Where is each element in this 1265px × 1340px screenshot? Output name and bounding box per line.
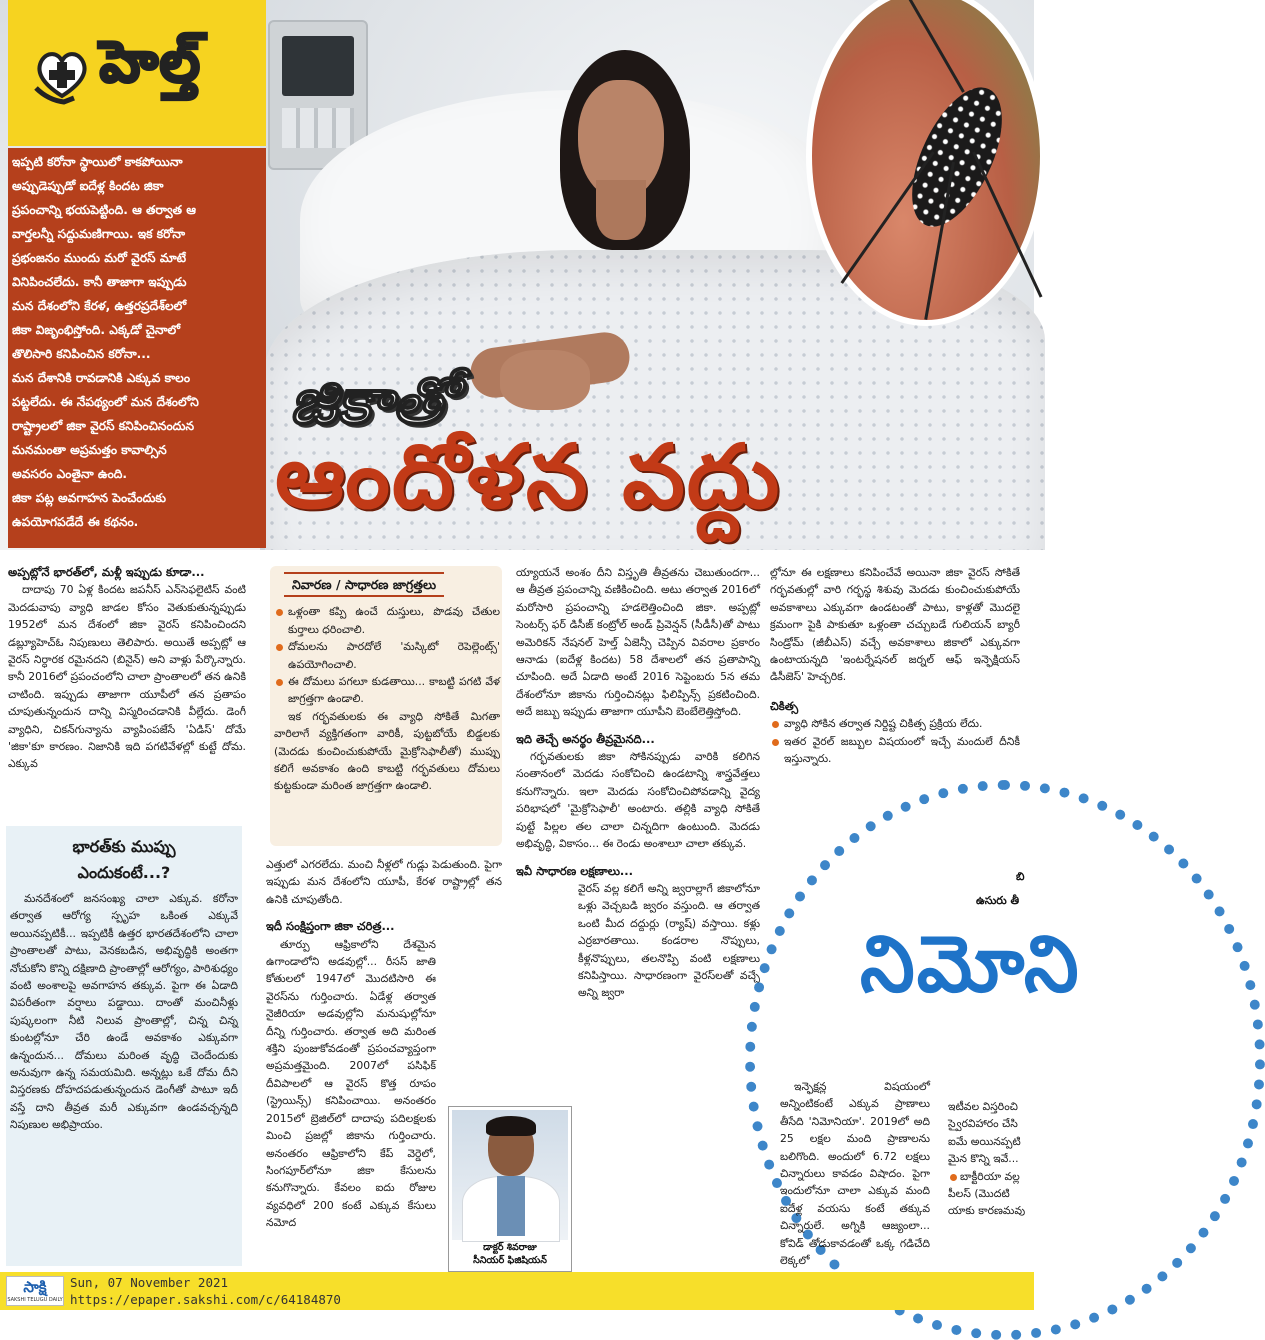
prevention-title: నివారణ / సాధారణ జాగ్రత్తలు bbox=[284, 572, 444, 597]
paragraph: ఇన్ఫెక్షన్ల విషయంలో అన్నింటికంటే ఎక్కువ ప్రాణాలు తీసేది 'నిమోనియా'. 2019లో అది 25 లక్షల మంది ప్రాణాలను బలిగొంది. అందులో 6.72 లక్షలు చిన్నారులు కావడం విషాదం. పైగా ఇందులోనూ చాలా ఎక్కువ మంది ఐదేళ్ల వయసు కంటే తక్కువ చిన్నారులే. అగ్నికి ఆజ్యంలా... కోవిడ్ తోడుకావడంతో ఒక్క గడిచేది లెక్కలో bbox=[780, 1080, 930, 1268]
paragraph: మనదేశంలో జనసంఖ్య చాలా ఎక్కువ. కరోనా తర్వాత ఆరోగ్య స్పృహ ఒకింత ఎక్కువే అయినప్పటికీ... ఇప్పటికీ ఉత్తర భారతదేశంలోని చాలా ప్రాంతాలతో పాటు, వెనకబడిన, అభివృద్ధికి అంతగా నోచుకోని కొన్ని దక్షిణాది ప్రాంతాల్లో ఆరోగ్యం, పారిశుధ్యం వంటి అంశాలపై అవగాహన తక్కువ. పైగా ఈ ఏడాది విపరీతంగా వర్షాలు పడ్డాయి. దాంతో మంచినీళ్లు పుష్కలంగా నీటి నిలువ ప్రాంతాల్లో, చిన్న చిన్న కుంటల్లోనూ చేరి ఉండే అవకాశం ఎక్కువగా ఉన్నందున... దోమలు మరింత వృద్ధి చెందేందుకు అనువుగా ఉన్న సమయమిది. అన్నట్లు ఒకే దోమ దీని విస్తరణకు దోహదపడుతున్నందున డెంగీతో పాటూ ఇదీ వస్తే దాని తీవ్రత మరీ ఎక్కువగా ఉండవచ్చన్నది నిపుణుల అభిప్రాయం. bbox=[10, 892, 238, 1132]
intro-line: తొలిసారి కనిపించిన కరోనా... bbox=[12, 347, 151, 361]
headline-line2: ఆందోళన వద్దు bbox=[275, 425, 782, 528]
bullet-item: ఈ దోమలు పగలూ కుడతాయి... కాబట్టి పగటి వేళ జాగ్రత్తగా ఉండాలి. bbox=[274, 673, 500, 708]
footer-info bbox=[70, 1274, 341, 1308]
intro-line: రాష్ట్రాలలో జికా వైరస్ కనిపించినందున bbox=[12, 419, 195, 433]
text-line: ఐమే అయినప్పటి bbox=[948, 1134, 1021, 1148]
section-label: హెల్త్ bbox=[100, 30, 202, 95]
risk-box-title-line2: ఎందుకంటే...? bbox=[77, 863, 171, 882]
intro-line: ఇప్పటి కరోనా స్థాయిలో కాకపోయినా bbox=[12, 155, 183, 169]
sakshi-logo-sub: SAKSHI TELUGU DAILY bbox=[7, 1297, 63, 1303]
headline-line1: జికాతో bbox=[290, 365, 455, 439]
intro-line: పట్టలేదు. ఈ నేపథ్యంలో మన దేశంలోని bbox=[12, 395, 199, 409]
intro-line: వార్తలన్నీ సద్దుమణిగాయి. ఇక కరోనా bbox=[12, 227, 186, 241]
intro-line: వినిపించలేదు. కానీ తాజాగా ఇప్పుడు bbox=[12, 275, 187, 289]
section-logo bbox=[8, 0, 266, 146]
subhead: చికిత్స bbox=[770, 698, 799, 713]
paragraph: య్యాయనే అంశం దీని విస్తృతి తీవ్రతను చెబుతుందగా... ఆ తీవ్రత ప్రపంచాన్ని వణికించింది. అటు తర్వాత 2016లో మరోసారి ప్రపంచాన్ని హడలెత్తించింది జికా. అప్పట్లో సెంటర్స్ ఫర్ డిసీజ్ కంట్రోల్ అండ్ ప్రివెన్షన్ (సీడీసీ)తో పాటు అమెరికన్ నేషనల్ హెల్త్ ఏజెన్సీ చెప్పిన వివరాల ప్రకారం ఆనాడు (ఐదేళ్ల కిందట) 58 దేశాలలో తన ప్రతాపాన్ని చూపింది. అదే ఏడాది అంటే 2016 సెప్టెంబరు 5న తమ దేశంలోనూ జికాను గుర్తించినట్లు ఫిలిప్పిన్స్ ప్రకటించింది. అదే జబ్బు ఇప్పుడు తాజాగా యూపీని బెంబేలెత్తిస్తోంది. bbox=[516, 566, 760, 719]
intro-line: మన దేశానికి రావడానికి ఎక్కువ కాలం bbox=[12, 371, 190, 385]
column-3 bbox=[516, 564, 760, 1272]
text-line: పీలస్ (మొదటి bbox=[948, 1187, 1010, 1201]
doctor-name: డాక్టర్ శివరాజు bbox=[483, 1242, 537, 1253]
doctor-title: సీనియర్ ఫిజిషియన్ bbox=[473, 1255, 547, 1266]
intro-line: అవసరం ఎంతైనా ఉంది. bbox=[12, 467, 127, 481]
paragraph: దాదాపు 70 ఏళ్ల కిందట జపనీస్ ఎన్‌సెఫలైటిస్ వంటి మెదడువాపు వ్యాధి జాడల కోసం వెతుకుతున్నప్పుడు 1952లో మన దేశంలో జికా వైరస్ కనిపించిందని డబ్ల్యూహెచ్‌ఓ నిపుణులు తెలిపారు. అయితే అప్పట్లో ఆ వైరస్ నిర్ధారక రమైనదని (బినైన్) అని వాళ్లు పేర్కొన్నారు. కానీ 2016లో ప్రపంచంలోని చాలా ప్రాంతాలలో తన ఉనికి చాటింది. ఇప్పుడు తాజాగా యూపీలో తన ప్రతాపం చూపుతున్నందున దాన్ని విస్మరించడానికి వీల్లేదు. డెంగీ వ్యాధిని, చికన్‌గున్యాను వ్యాపింపజేసే 'ఏడిస్' దోమే 'జికా'కూ కారణం. నిజానికి ఇది పగటివేళల్లో కుట్టే దోమ. ఎక్కువ bbox=[8, 583, 246, 771]
bullet-item: దోమలను పారదోలే 'మస్కిటో రెపెల్లెంట్స్' ఉపయోగించాలి. bbox=[274, 638, 500, 673]
intro-line: ప్రపంచాన్ని భయపెట్టింది. ఆ తర్వాత ఆ bbox=[12, 203, 196, 217]
bullet-item: వ్యాధి సోకిన తర్వాత నిర్దిష్ట చికిత్స ప్రక్రియ లేదు. bbox=[770, 715, 1020, 732]
intro-line: అప్పుడెప్పుడో ఐదేళ్ల కిందట జికా bbox=[12, 179, 164, 193]
column-4 bbox=[770, 564, 1020, 864]
subhead: ఇదీ సంక్షిప్తంగా జికా చరిత్ర... bbox=[266, 919, 395, 934]
subhead: అప్పట్లోనే భారత్‌లో, మళ్లీ ఇప్పుడు కూడా... bbox=[8, 565, 205, 579]
prevention-box-content bbox=[274, 566, 500, 846]
subhead: ఇవీ సాధారణ లక్షణాలు... bbox=[516, 863, 634, 878]
paragraph: తూర్పు ఆఫ్రికాలోని దేశమైన ఉగాండాలోని అడవుల్లో... రీసస్ జాతి కోతులలో 1947లో మొదటిసారి ఈ వైరస్‌ను గుర్తించారు. ఏడేళ్ల తర్వాత నైజీరియా అడవుల్లోని మనుషుల్లోనూ దీన్ని గుర్తించారు. తర్వాత అది మరింత శక్తిని పుంజుకోవడంతో ప్రపంచవ్యాప్తంగా అప్రమత్తమైంది. 2007లో పసిఫిక్ దీవిపాలలో ఆ వైరస్ కొత్త రూపం (స్ట్రెయిన్స్) కనిపించాయి. అనంతరం 2015లో బ్రెజిల్‌లో దాదాపు పదిలక్షలకు మించి ప్రజల్లో జికాను గుర్తించారు. అనంతరం ఆఫ్రికాలోని కేప్ వెర్డెలో, సింగపూర్‌లోనూ జికా కేసులను కనుగొన్నారు. కేవలం ఐదు రోజుల వ్యవధిలో 200 కంటే ఎక్కువ కేసులు నమోద bbox=[266, 937, 436, 1230]
pneumonia-fragment: బి bbox=[1016, 870, 1025, 883]
health-heart-icon bbox=[30, 42, 94, 106]
text-line: ఇటీవల విస్తరించి bbox=[948, 1100, 1018, 1113]
pneumonia-text bbox=[780, 1078, 930, 1272]
intro-line: జికా విజృంభిస్తోంది. ఎక్కడో చైనాలో bbox=[12, 323, 181, 337]
intro-line: మన దేశంలోని కేరళ, ఉత్తరప్రదేశ్‌లలో bbox=[12, 299, 187, 313]
risk-box-title bbox=[10, 834, 238, 886]
sakshi-logo-text: సాక్షి bbox=[23, 1278, 47, 1296]
intro-line: జికా పట్ల అవగాహన పెంచేందుకు bbox=[12, 491, 166, 505]
intro-text bbox=[12, 150, 264, 534]
bullet-item: ఒళ్లంతా కప్పి ఉంచే దుస్తులు, పొడవు చేతుల కుర్తాలు ధరించాలి. bbox=[274, 603, 500, 638]
paragraph: ల్లోనూ ఈ లక్షణాలు కనిపించేవే అయినా జికా వైరస్ సోకితే గర్భవతుల్లో వారి గర్భస్థ శిశువు మెదడు కుంచించుకుపోయే అవకాశాలు ఎక్కువగా ఉండటంతో పాటు, కాళ్లతో మొదలై క్రమంగా పైకి పాకుతూ ఒళ్లంతా చచ్చుబడే గులియన్ బ్యారీ సిండ్రోమ్ (జీబీఎస్) వచ్చే అవకాశాలు జికాలో ఎక్కువగా ఉంటాయన్నది 'ఇంటర్నేషనల్ జర్నల్ ఆఫ్ ఇన్ఫెక్షియస్ డిసీజెస్' హెచ్చరిక. bbox=[770, 566, 1020, 684]
intro-line: మనమంతా అప్రమత్తం కావాల్సిన bbox=[12, 443, 167, 457]
pneumonia-right-column bbox=[948, 1098, 1034, 1272]
text-line: యాకు కారణమవు bbox=[948, 1204, 1026, 1218]
patient-neck bbox=[596, 180, 646, 240]
subhead: ఇది తెచ్చే అనర్థం తీవ్రమైనది... bbox=[516, 731, 655, 746]
pneumonia-title: నిమోని bbox=[860, 920, 1081, 1010]
paragraph: ఇక గర్భవతులకు ఈ వ్యాధి సోకితే మిగతా వారిలాగే వ్యక్తిగతంగా వారికీ, పుట్టబోయే బిడ్డలకు (మెదడు కుంచించుకుపోయే మైక్రోసెఫాలీతో) ముప్పు కలిగే అవకాశం ఉంది కాబట్టి గర్భవతులు దోమలు కుట్టకుండా మరింత జాగ్రత్తగా ఉండాలి. bbox=[274, 709, 500, 793]
text-line: బాక్టీరియా వల్ల bbox=[948, 1168, 1034, 1185]
paragraph: ఎత్తులో ఎగరలేదు. మంచి నీళ్లలో గుడ్లు పెడుతుంది. పైగా ఇప్పుడు మన దేశంలోని యూపీ, కేరళ రాష్ట్రాల్లో తన ఉనికి చూపుతోంది. bbox=[266, 858, 502, 906]
patient-hands bbox=[500, 350, 590, 410]
sakshi-logo[interactable] bbox=[6, 1276, 64, 1306]
intro-line: ప్రభంజనం ముందు మరో వైరస్ మాటే bbox=[12, 251, 187, 265]
text-line: మైన కొన్ని ఇవే... bbox=[948, 1152, 1019, 1166]
mosquito-photo bbox=[806, 0, 1046, 326]
bullet-item: ఇతర వైరల్ జబ్బుల విషయంలో ఇచ్చే మందులే దీనికీ ఇస్తున్నారు. bbox=[770, 733, 1020, 768]
epaper-link[interactable]: https://epaper.sakshi.com/c/64184870 bbox=[70, 1292, 341, 1307]
text-line: స్వైరవిహారం చేసి bbox=[948, 1117, 1018, 1131]
risk-box-title-line1: భారత్‌కు ముప్పు bbox=[72, 837, 176, 856]
column-1 bbox=[8, 564, 246, 814]
pneumonia-fragment: ఉసురు తీ bbox=[976, 894, 1020, 907]
paragraph: వైరస్ వల్ల కలిగే అన్ని జ్వరాల్లాగే జికాలోనూ ఒళ్లు వెచ్చబడి జ్వరం వస్తుంది. ఆ తర్వాత ఒంటి మీద దద్దుర్లు (ర్యాష్) వస్తాయి. కళ్లు ఎర్రబారతాయి. కండరాల నొప్పులు, కీళ్లనొప్పులు, తలనొప్పి వంటి లక్షణాలు కనిపిస్తాయి. సాధారణంగా వైరస్‌లతో వచ్చే అన్ని జ్వరా bbox=[578, 881, 760, 1000]
risk-box-content bbox=[10, 826, 238, 1266]
intro-line: ఉపయోగపడేదే ఈ కథనం. bbox=[12, 515, 139, 529]
edition-date: Sun, 07 November 2021 bbox=[70, 1275, 229, 1290]
paragraph: గర్భవతులకు జికా సోకినప్పుడు వారికి కలిగిన సంతానంలో మెదడు సంకోచించి ఉండటాన్ని శాస్త్రవేత్తలు కనుగొన్నారు. ఇలా మెదడు సంకోచించిపోవడాన్ని వైద్య పరిభాషలో 'మైక్రోసెఫాలీ' అంటారు. తల్లికి వ్యాధి సోకితే పుట్టే పిల్లల తల చాలా చిన్నదిగా ఉంటుంది. మెదడు అభివృద్ధి, వికాసం... ఈ రెండు అంశాలూ చాలా తక్కువ. bbox=[516, 750, 760, 851]
